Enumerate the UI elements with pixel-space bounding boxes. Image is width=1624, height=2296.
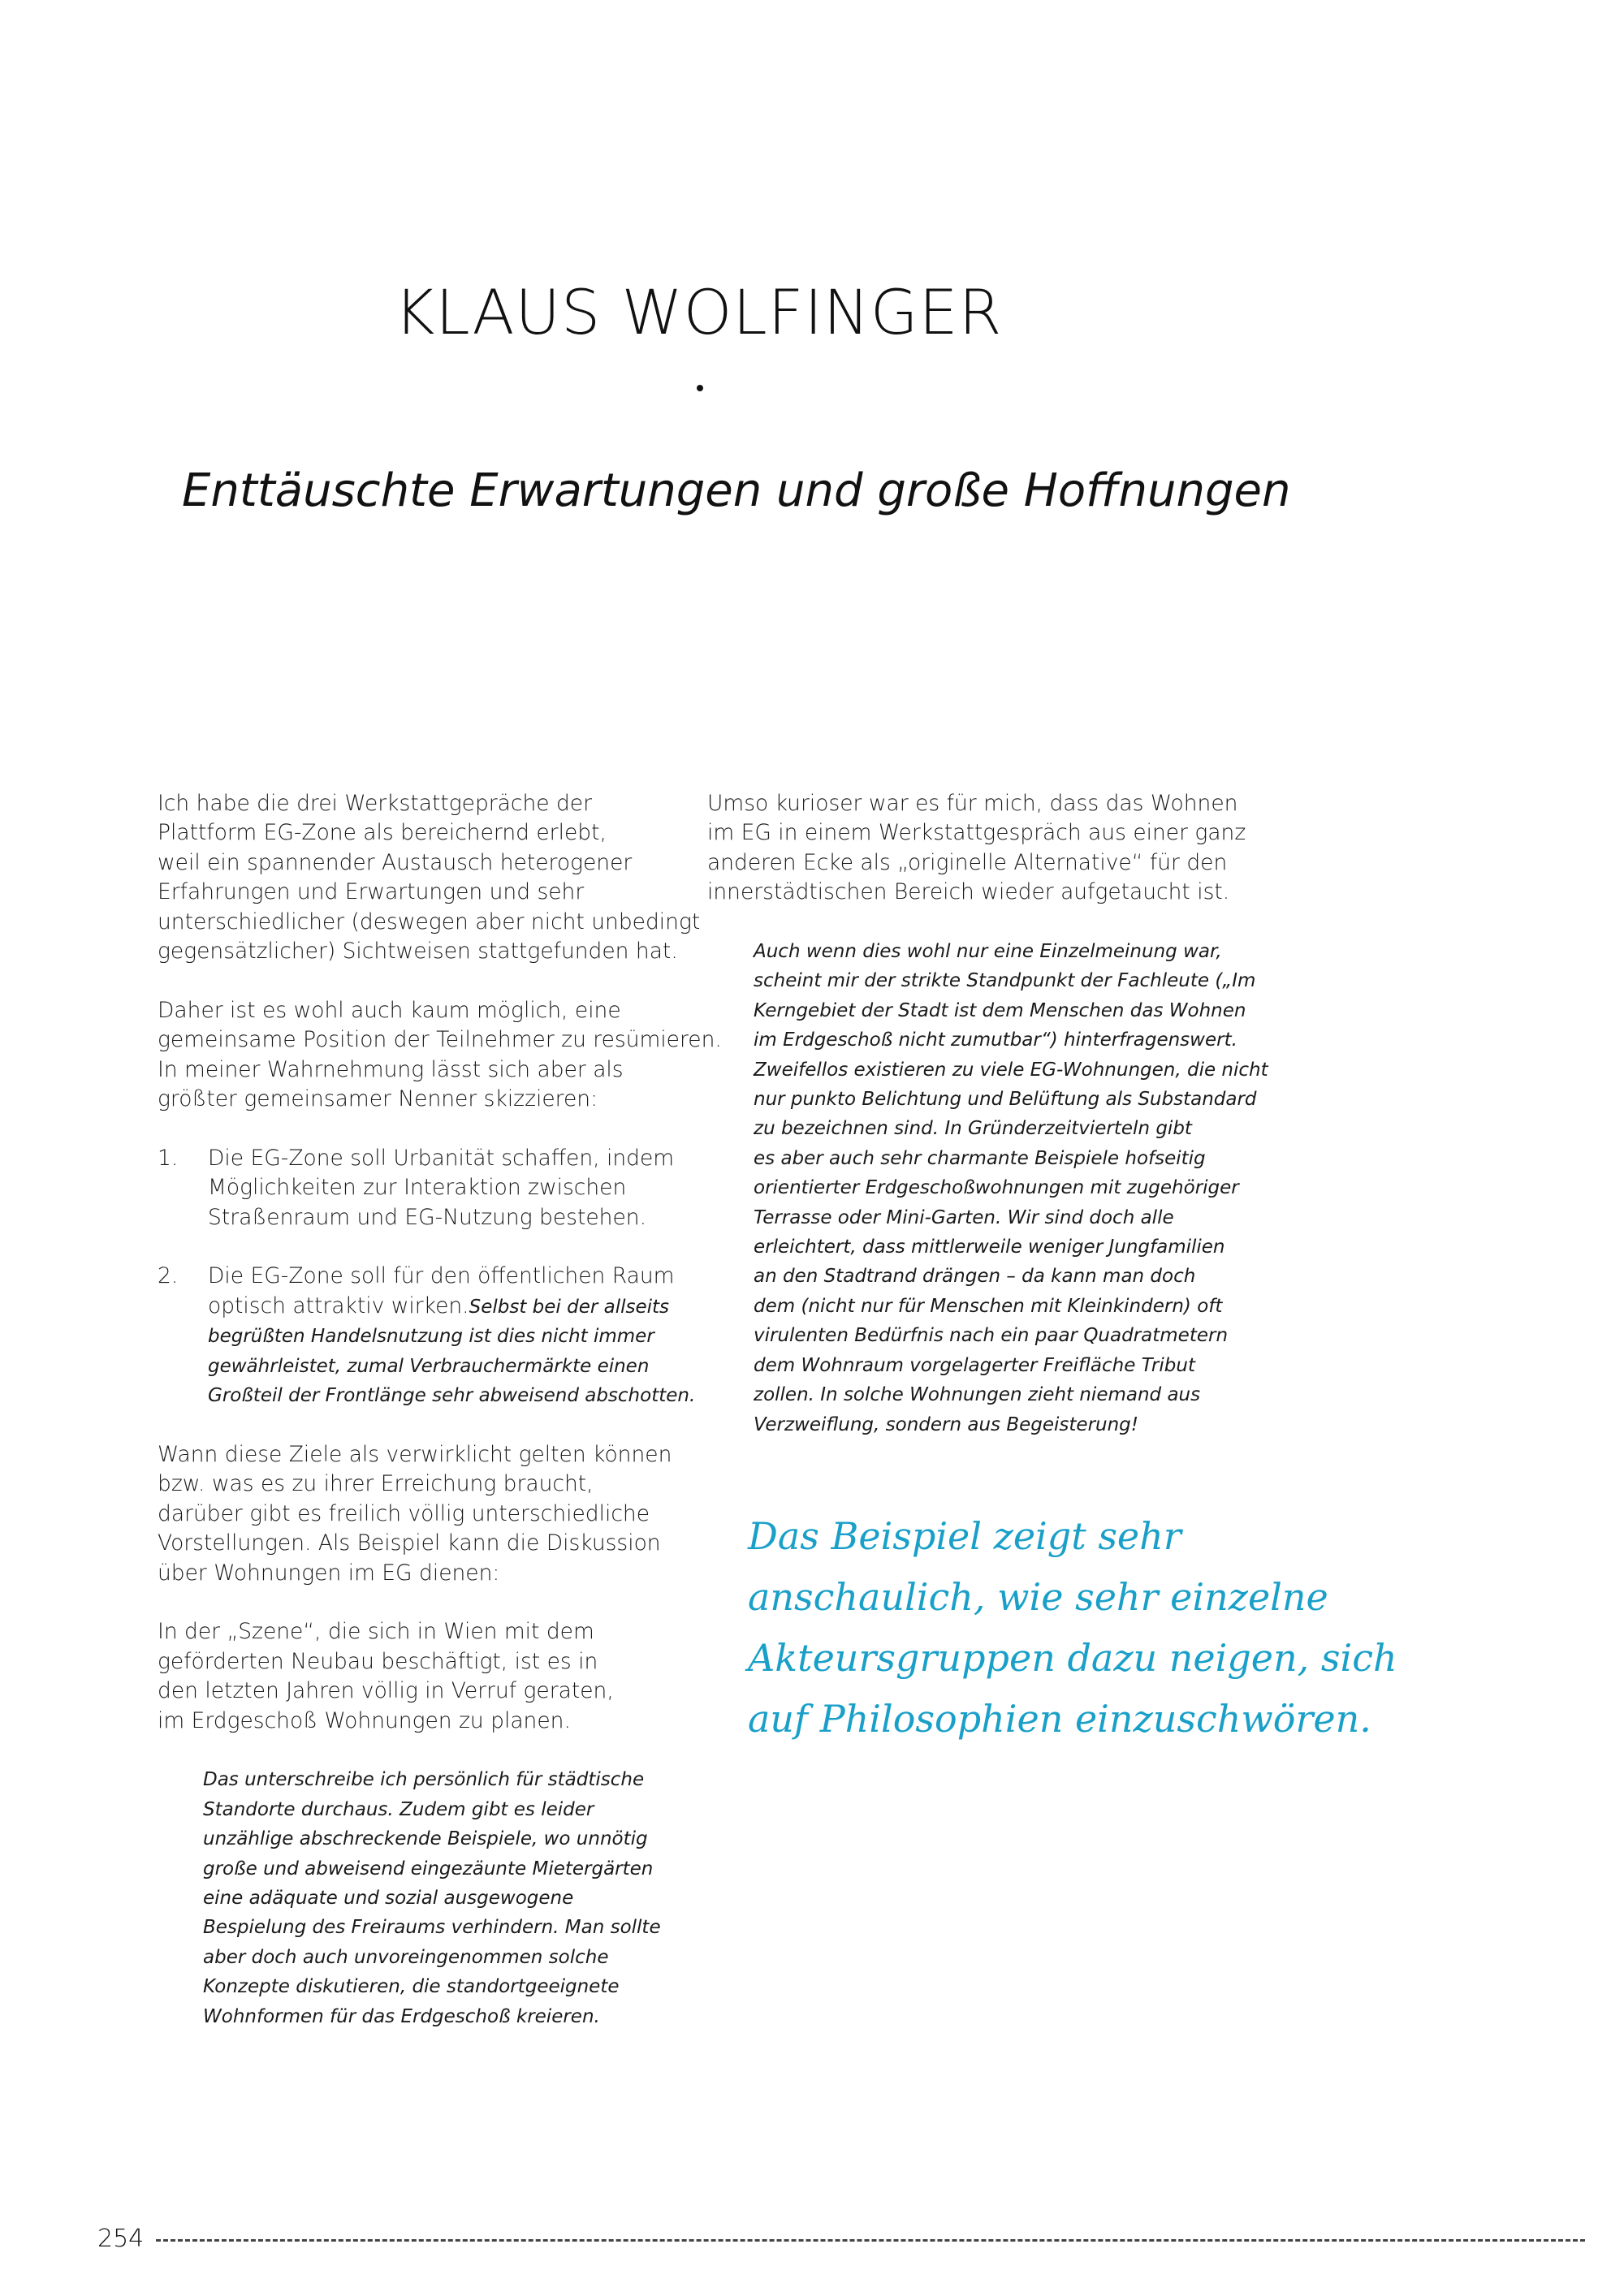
text-line: Großteil der Frontlänge sehr abweisend abschotten.: [208, 1385, 696, 1407]
text-line: es aber auch sehr charmante Beispiele hofseitig: [754, 1147, 1206, 1169]
text-line: zollen. In solche Wohnungen zieht niemand aus: [754, 1384, 1201, 1406]
list-item-2: [158, 1262, 696, 1410]
text-line: Plattform EG-Zone als bereichernd erlebt,: [158, 820, 607, 846]
paragraph-summary: [158, 996, 722, 1115]
list-item-text: [208, 1144, 677, 1232]
text-line: geförderten Neubau beschäftigt, ist es in: [158, 1648, 598, 1674]
list-line-italic: Selbst bei der allseits: [469, 1296, 670, 1318]
text-line: zu bezeichnen sind. In Gründerzeitvierteln gibt: [754, 1118, 1192, 1140]
text-line: Verzweiflung, sondern aus Begeisterung!: [754, 1413, 1138, 1435]
text-line: nur punkto Belichtung und Belüftung als Substandard: [754, 1089, 1257, 1111]
text-line: anschaulich, wie sehr einzelne: [748, 1575, 1328, 1619]
text-line: unzählige abschreckende Beispiele, wo unnötig: [203, 1828, 648, 1850]
list-item-1: [158, 1144, 677, 1232]
text-line: gegensätzlicher) Sichtweisen stattgefunden hat.: [158, 939, 678, 965]
list-number: 1.: [158, 1145, 179, 1171]
text-line: eine adäquate und sozial ausgewogene: [203, 1887, 574, 1909]
text-line: Kerngebiet der Stadt ist dem Menschen das Wohnen: [754, 999, 1246, 1021]
text-line: anderen Ecke als „originelle Alternative“ für den: [707, 849, 1228, 875]
list-item-italic-note: [208, 1322, 696, 1410]
text-line: Die EG-Zone soll Urbanität schaffen, indem: [208, 1145, 675, 1171]
text-line: den letzten Jahren völlig in Verruf geraten,: [158, 1678, 614, 1704]
text-line: scheint mir der strikte Standpunkt der Fachleute („Im: [754, 970, 1256, 992]
title-dot: [697, 385, 703, 391]
paragraph-goals: [158, 1440, 677, 1588]
text-line: Konzepte diskutieren, die standortgeeignete: [203, 1976, 620, 1998]
text-line: Vorstellungen. Als Beispiel kann die Diskussion: [158, 1530, 661, 1556]
text-line: dem (nicht nur für Menschen mit Kleinkindern) oft: [754, 1295, 1223, 1317]
footer-dashed-rule: [156, 2239, 1585, 2242]
list-item-text: [208, 1262, 696, 1410]
text-line: Umso kurioser war es für mich, dass das Wohnen: [707, 791, 1238, 816]
text-line: im Erdgeschoß nicht zumutbar“) hinterfragenswert.: [754, 1029, 1237, 1051]
text-line: Das Beispiel zeigt sehr: [748, 1514, 1181, 1558]
text-line: große und abweisend eingezäunte Mietergärten: [203, 1858, 654, 1880]
text-line: Ich habe die drei Werkstattgepräche der: [158, 791, 593, 816]
paragraph-scene: [158, 1617, 677, 1736]
text-line: gewährleistet, zumal Verbrauchermärkte einen: [208, 1355, 650, 1377]
right-column: [707, 789, 1276, 1439]
list-line-regular: optisch attraktiv wirken.: [208, 1293, 469, 1318]
text-line: Erfahrungen und Erwartungen und sehr: [158, 879, 585, 905]
list-line: [208, 1292, 677, 1322]
text-line: Terrasse oder Mini-Garten. Wir sind doch alle: [754, 1206, 1174, 1228]
text-line: über Wohnungen im EG dienen:: [158, 1560, 500, 1586]
text-line: erleichtert, dass mittlerweile weniger Jungfamilien: [754, 1236, 1225, 1258]
text-line: begrüßten Handelsnutzung ist dies nicht immer: [208, 1326, 654, 1348]
article-subtitle: Enttäuschte Erwartungen und große Hoffnungen: [182, 464, 1291, 517]
text-line: im EG in einem Werkstattgespräch aus einer ganz: [707, 820, 1246, 846]
text-line: Akteursgruppen dazu neigen, sich: [748, 1636, 1397, 1680]
pull-quote: [748, 1506, 1479, 1750]
text-line: Zweifellos existieren zu viele EG-Wohnungen, die nicht: [754, 1059, 1268, 1081]
text-line: weil ein spannender Austausch heterogener: [158, 849, 633, 875]
text-line: dem Wohnraum vorgelagerter Freifläche Tribut: [754, 1354, 1195, 1376]
list-number: 2.: [158, 1263, 179, 1289]
text-line: innerstädtischen Bereich wieder aufgetaucht ist.: [707, 879, 1230, 905]
text-line: Bespielung des Freiraums verhindern. Man sollte: [203, 1917, 661, 1939]
paragraph-curious: [707, 789, 1276, 908]
italic-quote-left: [158, 1765, 677, 2031]
text-line: bzw. was es zu ihrer Erreichung braucht,: [158, 1471, 594, 1497]
left-column: [158, 789, 722, 2031]
text-line: größter gemeinsamer Nenner skizzieren:: [158, 1086, 598, 1112]
text-line: In meiner Wahrnehmung lässt sich aber als: [158, 1056, 624, 1082]
text-line: virulenten Bedürfnis nach ein paar Quadratmetern: [754, 1325, 1229, 1347]
text-line: orientierter Erdgeschoßwohnungen mit zugehöriger: [754, 1177, 1239, 1199]
text-line: Möglichkeiten zur Interaktion zwischen: [208, 1175, 627, 1201]
italic-quote-right: [707, 937, 1276, 1439]
text-line: Das unterschreibe ich persönlich für städtische: [203, 1769, 645, 1791]
text-line: gemeinsame Position der Teilnehmer zu resümieren.: [158, 1027, 722, 1053]
text-line: Daher ist es wohl auch kaum möglich, eine: [158, 997, 621, 1023]
text-line: aber doch auch unvoreingenommen solche: [203, 1946, 609, 1968]
text-line: Auch wenn dies wohl nur eine Einzelmeinung war,: [754, 941, 1222, 963]
list-line: Die EG-Zone soll für den öffentlichen Raum: [208, 1263, 675, 1289]
text-line: Straßenraum und EG-Nutzung bestehen.: [208, 1204, 646, 1230]
author-name: KLAUS WOLFINGER: [394, 276, 1003, 348]
text-line: unterschiedlicher (deswegen aber nicht unbedingt: [158, 908, 701, 934]
text-line: an den Stadtrand drängen – da kann man doch: [754, 1266, 1196, 1288]
text-line: Wann diese Ziele als verwirklicht gelten können: [158, 1441, 672, 1467]
paragraph-intro: [158, 789, 701, 966]
text-line: im Erdgeschoß Wohnungen zu planen.: [158, 1707, 571, 1733]
text-line: darüber gibt es freilich völlig unterschiedliche: [158, 1500, 650, 1526]
text-line: In der „Szene“, die sich in Wien mit dem: [158, 1619, 594, 1645]
page-number: 254: [97, 2225, 145, 2253]
text-line: Wohnformen für das Erdgeschoß kreieren.: [203, 2005, 600, 2027]
text-line: Standorte durchaus. Zudem gibt es leider: [203, 1798, 594, 1820]
text-line: auf Philosophien einzuschwören.: [748, 1697, 1371, 1741]
